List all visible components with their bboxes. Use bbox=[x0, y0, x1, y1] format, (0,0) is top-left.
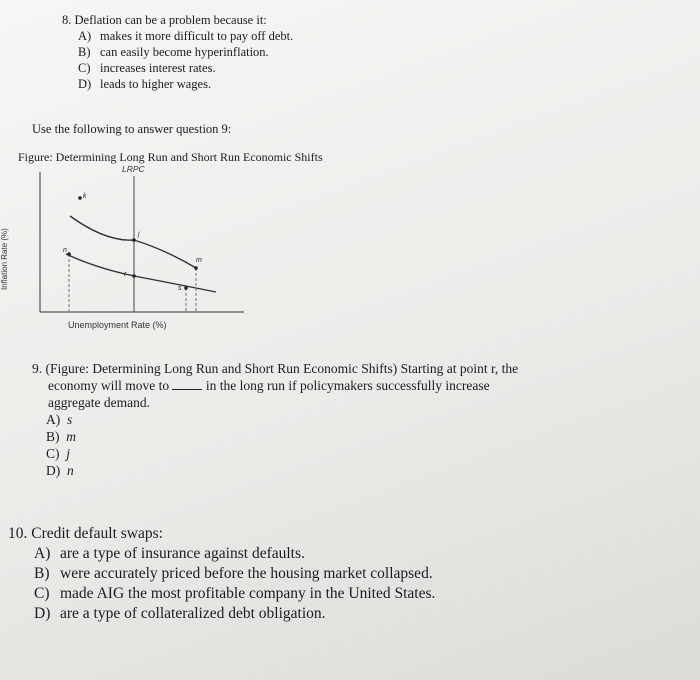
question-8-stem: 8. Deflation can be a problem because it: bbox=[62, 13, 267, 27]
use-following-instruction: Use the following to answer question 9: bbox=[32, 122, 232, 136]
point-label-s: s bbox=[178, 285, 182, 292]
point-j bbox=[132, 238, 136, 242]
question-9-line-3: aggregate demand. bbox=[48, 395, 150, 410]
point-label-r: r bbox=[124, 271, 127, 278]
question-9-option-b: B) m bbox=[46, 429, 76, 444]
question-8-option-a: A) makes it more difficult to pay off debt. bbox=[78, 29, 294, 43]
x-axis-label: Unemployment Rate (%) bbox=[68, 320, 167, 330]
point-n bbox=[67, 252, 71, 256]
point-label-n: n bbox=[63, 247, 67, 254]
question-8 bbox=[62, 12, 293, 92]
question-9 bbox=[32, 360, 518, 479]
question-8-option-d: D) leads to higher wages. bbox=[78, 77, 212, 91]
phillips-curve-figure bbox=[36, 172, 246, 322]
point-label-j: j bbox=[138, 231, 140, 238]
question-9-line-2: economy will move to in the long run if policymakers successfully increase bbox=[48, 378, 490, 393]
point-label-k: k bbox=[83, 193, 87, 200]
question-10-option-b: B) were accurately priced before the housing market collapsed. bbox=[34, 565, 433, 582]
srpc-upper-curve bbox=[70, 216, 196, 268]
question-9-option-c: C) j bbox=[46, 446, 71, 461]
question-8-option-c: C) increases interest rates. bbox=[78, 61, 216, 75]
question-9-option-a: A) s bbox=[46, 412, 73, 427]
question-10-stem: 10. Credit default swaps: bbox=[8, 525, 163, 542]
point-k bbox=[78, 196, 82, 200]
y-axis-label: Inflation Rate (%) bbox=[0, 228, 9, 290]
lrpc-label: LRPC bbox=[122, 164, 145, 174]
answer-blank bbox=[172, 377, 202, 390]
point-s bbox=[184, 286, 188, 290]
question-10-option-c: C) made AIG the most profitable company in the United States. bbox=[34, 585, 436, 602]
point-r bbox=[132, 274, 136, 278]
question-10 bbox=[8, 524, 435, 624]
question-9-line-1: 9. (Figure: Determining Long Run and Short Run Economic Shifts) Starting at point r, the bbox=[32, 361, 519, 376]
figure-title: Figure: Determining Long Run and Short Run Economic Shifts bbox=[18, 150, 323, 164]
point-m bbox=[194, 266, 198, 270]
question-10-option-a: A) are a type of insurance against defaults. bbox=[34, 545, 305, 562]
question-9-option-d: D) n bbox=[46, 463, 74, 478]
srpc-lower-curve bbox=[66, 254, 216, 292]
question-8-option-b: B) can easily become hyperinflation. bbox=[78, 45, 269, 59]
question-10-option-d: D) are a type of collateralized debt obligation. bbox=[34, 605, 326, 622]
point-label-m: m bbox=[196, 257, 202, 264]
